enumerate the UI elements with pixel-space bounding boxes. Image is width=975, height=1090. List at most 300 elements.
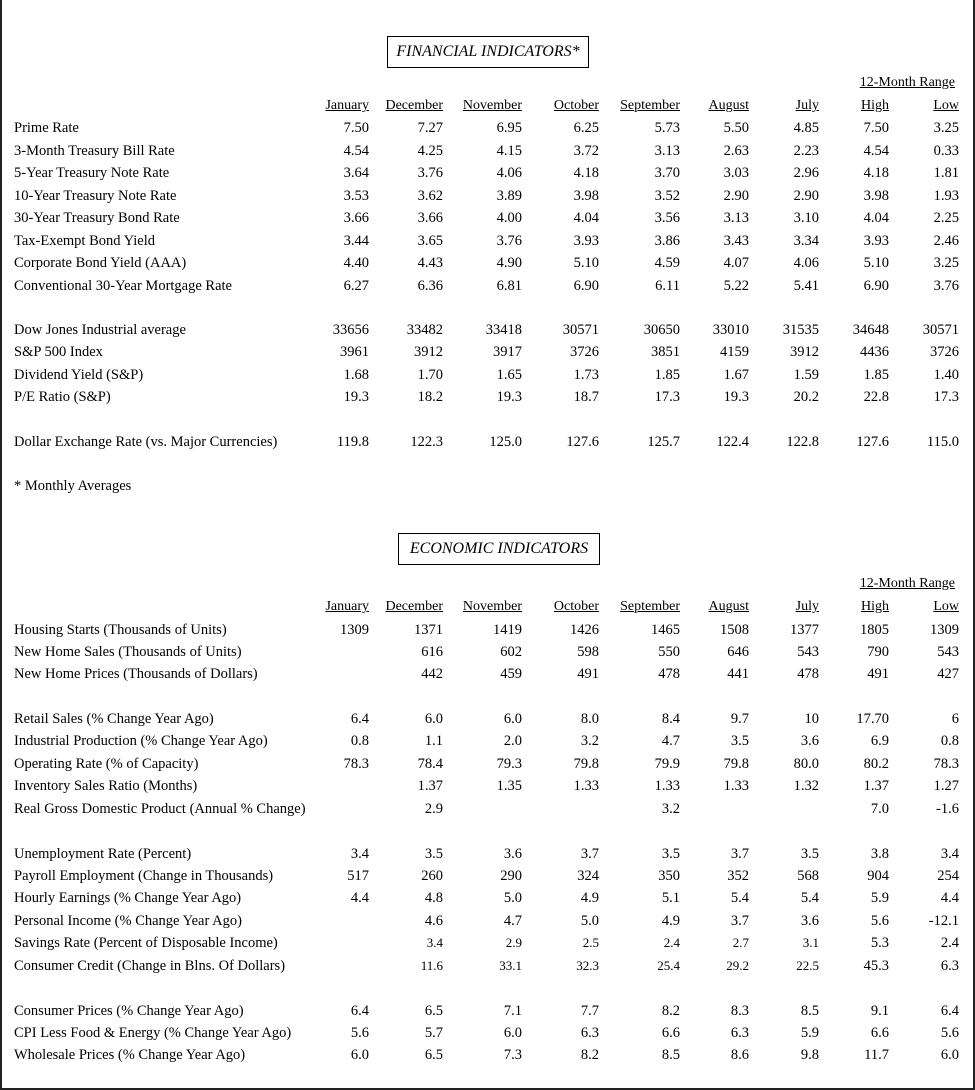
cell-value: 7.50 bbox=[343, 120, 369, 136]
cell-value: 6.81 bbox=[496, 278, 522, 294]
column-header: High bbox=[861, 98, 889, 113]
cell-value: 6.95 bbox=[496, 120, 522, 136]
cell-value: 5.9 bbox=[800, 1025, 819, 1041]
cell-value: 7.50 bbox=[863, 120, 889, 136]
cell-value: 3.4 bbox=[426, 935, 443, 950]
economic-row bbox=[2, 933, 975, 953]
cell-value: 3.03 bbox=[723, 165, 749, 181]
cell-value: 3.66 bbox=[343, 210, 369, 226]
cell-value: 115.0 bbox=[926, 434, 959, 450]
economic-row bbox=[2, 776, 975, 796]
cell-value: 1.65 bbox=[496, 367, 522, 383]
cell-value: 22.8 bbox=[863, 389, 889, 405]
cell-value: 2.96 bbox=[793, 165, 819, 181]
cell-value: 290 bbox=[500, 868, 522, 884]
column-header: October bbox=[553, 599, 599, 614]
cell-value: 3.5 bbox=[661, 846, 680, 862]
cell-value: 4.15 bbox=[496, 143, 522, 159]
financial-row bbox=[2, 342, 975, 362]
cell-value: 33482 bbox=[406, 322, 443, 338]
financial-row bbox=[2, 320, 975, 340]
cell-value: 6.90 bbox=[573, 278, 599, 294]
cell-value: 3.43 bbox=[723, 233, 749, 249]
row-label: Operating Rate (% of Capacity) bbox=[14, 756, 199, 772]
cell-value: 2.90 bbox=[793, 188, 819, 204]
financial-footnote: * Monthly Averages bbox=[14, 478, 132, 494]
cell-value: 491 bbox=[867, 666, 889, 682]
cell-value: 11.7 bbox=[864, 1047, 889, 1063]
financial-header-row bbox=[2, 96, 975, 116]
economic-row bbox=[2, 620, 975, 640]
cell-value: 1371 bbox=[414, 622, 443, 638]
cell-value: 4.04 bbox=[573, 210, 599, 226]
cell-value: 441 bbox=[727, 666, 749, 682]
cell-value: 1.68 bbox=[343, 367, 369, 383]
cell-value: 5.10 bbox=[573, 255, 599, 271]
cell-value: 5.9 bbox=[870, 890, 889, 906]
cell-value: 2.46 bbox=[933, 233, 959, 249]
cell-value: 1.40 bbox=[933, 367, 959, 383]
column-header: November bbox=[462, 98, 522, 113]
cell-value: 4.90 bbox=[496, 255, 522, 271]
cell-value: 6.4 bbox=[350, 1003, 369, 1019]
cell-value: 1419 bbox=[493, 622, 522, 638]
cell-value: 9.1 bbox=[870, 1003, 889, 1019]
economic-row bbox=[2, 1023, 975, 1043]
financial-row bbox=[2, 276, 975, 296]
cell-value: 2.23 bbox=[793, 143, 819, 159]
cell-value: 7.3 bbox=[503, 1047, 522, 1063]
row-label: 5-Year Treasury Note Rate bbox=[14, 165, 170, 181]
cell-value: 3912 bbox=[414, 344, 443, 360]
cell-value: 8.5 bbox=[661, 1047, 680, 1063]
cell-value: 2.63 bbox=[723, 143, 749, 159]
cell-value: 3726 bbox=[930, 344, 959, 360]
financial-row bbox=[2, 253, 975, 273]
cell-value: 19.3 bbox=[496, 389, 522, 405]
financial-row bbox=[2, 231, 975, 251]
row-label: Consumer Prices (% Change Year Ago) bbox=[14, 1003, 244, 1019]
row-label: Wholesale Prices (% Change Year Ago) bbox=[14, 1047, 246, 1063]
cell-value: 3.25 bbox=[933, 120, 959, 136]
cell-value: 3.53 bbox=[343, 188, 369, 204]
cell-value: 4.06 bbox=[793, 255, 819, 271]
cell-value: 7.7 bbox=[580, 1003, 599, 1019]
cell-value: 543 bbox=[797, 644, 819, 660]
column-header: September bbox=[620, 599, 680, 614]
cell-value: 5.6 bbox=[870, 913, 889, 929]
cell-value: 5.4 bbox=[730, 890, 749, 906]
cell-value: 8.4 bbox=[661, 711, 680, 727]
cell-value: 350 bbox=[658, 868, 680, 884]
cell-value: 254 bbox=[937, 868, 959, 884]
cell-value: 5.7 bbox=[424, 1025, 443, 1041]
cell-value: 3.52 bbox=[654, 188, 680, 204]
cell-value: 6.90 bbox=[863, 278, 889, 294]
cell-value: 3.93 bbox=[863, 233, 889, 249]
cell-value: 5.6 bbox=[940, 1025, 959, 1041]
cell-value: 3912 bbox=[790, 344, 819, 360]
cell-value: 543 bbox=[937, 644, 959, 660]
cell-value: 4.07 bbox=[723, 255, 749, 271]
cell-value: 6.0 bbox=[940, 1047, 959, 1063]
cell-value: 790 bbox=[867, 644, 889, 660]
row-label: 30-Year Treasury Bond Rate bbox=[14, 210, 180, 226]
row-label: CPI Less Food & Energy (% Change Year Ago) bbox=[14, 1025, 292, 1041]
cell-value: 30571 bbox=[922, 322, 959, 338]
cell-value: 3.70 bbox=[654, 165, 680, 181]
cell-value: 1.81 bbox=[933, 165, 959, 181]
economic-row bbox=[2, 799, 975, 819]
cell-value: 5.10 bbox=[863, 255, 889, 271]
economic-header-row bbox=[2, 597, 975, 617]
cell-value: 3.98 bbox=[863, 188, 889, 204]
cell-value: 6.25 bbox=[573, 120, 599, 136]
cell-value: 3.8 bbox=[870, 846, 889, 862]
cell-value: 6.5 bbox=[424, 1047, 443, 1063]
cell-value: 79.8 bbox=[723, 756, 749, 772]
row-label: Industrial Production (% Change Year Ago) bbox=[14, 733, 268, 749]
column-header: August bbox=[708, 599, 749, 614]
cell-value: 3.66 bbox=[417, 210, 443, 226]
cell-value: 4159 bbox=[720, 344, 749, 360]
cell-value: 33010 bbox=[712, 322, 749, 338]
cell-value: 0.8 bbox=[350, 733, 369, 749]
cell-value: 122.8 bbox=[786, 434, 819, 450]
cell-value: 4.25 bbox=[417, 143, 443, 159]
column-header: July bbox=[795, 98, 819, 113]
cell-value: 6.11 bbox=[655, 278, 680, 294]
row-label: Unemployment Rate (Percent) bbox=[14, 846, 192, 862]
cell-value: 478 bbox=[658, 666, 680, 682]
cell-value: 3.76 bbox=[496, 233, 522, 249]
cell-value: 11.6 bbox=[420, 958, 443, 973]
cell-value: 4.7 bbox=[503, 913, 522, 929]
cell-value: 20.2 bbox=[793, 389, 819, 405]
cell-value: 1.1 bbox=[424, 733, 443, 749]
cell-value: 3.4 bbox=[940, 846, 959, 862]
cell-value: 3.5 bbox=[800, 846, 819, 862]
financial-row bbox=[2, 365, 975, 385]
cell-value: 1377 bbox=[790, 622, 819, 638]
cell-value: 33656 bbox=[332, 322, 369, 338]
cell-value: 1.27 bbox=[933, 778, 959, 794]
row-label: Corporate Bond Yield (AAA) bbox=[14, 255, 187, 271]
column-header: Low bbox=[933, 98, 959, 113]
cell-value: 4.06 bbox=[496, 165, 522, 181]
cell-value: 904 bbox=[867, 868, 889, 884]
economic-row bbox=[2, 664, 975, 684]
cell-value: 0.8 bbox=[940, 733, 959, 749]
cell-value: 119.8 bbox=[336, 434, 369, 450]
cell-value: 3.6 bbox=[503, 846, 522, 862]
column-header: December bbox=[385, 599, 443, 614]
cell-value: 3917 bbox=[493, 344, 522, 360]
row-label: Inventory Sales Ratio (Months) bbox=[14, 778, 198, 794]
cell-value: 125.7 bbox=[647, 434, 680, 450]
cell-value: 125.0 bbox=[489, 434, 522, 450]
cell-value: 2.4 bbox=[663, 935, 680, 950]
cell-value: 602 bbox=[500, 644, 522, 660]
financial-row bbox=[2, 186, 975, 206]
cell-value: 4.54 bbox=[863, 143, 889, 159]
column-header: August bbox=[708, 98, 749, 113]
cell-value: 6.0 bbox=[424, 711, 443, 727]
financial-title: FINANCIAL INDICATORS* bbox=[387, 36, 589, 68]
financial-range-label: 12-Month Range bbox=[859, 75, 955, 90]
cell-value: 4.59 bbox=[654, 255, 680, 271]
cell-value: 3.62 bbox=[417, 188, 443, 204]
cell-value: 324 bbox=[577, 868, 599, 884]
cell-value: 1.85 bbox=[654, 367, 680, 383]
cell-value: 598 bbox=[577, 644, 599, 660]
row-label: 3-Month Treasury Bill Rate bbox=[14, 143, 175, 159]
cell-value: 79.8 bbox=[573, 756, 599, 772]
cell-value: 1.32 bbox=[793, 778, 819, 794]
cell-value: 4.54 bbox=[343, 143, 369, 159]
cell-value: 5.3 bbox=[870, 935, 889, 951]
cell-value: 3.98 bbox=[573, 188, 599, 204]
cell-value: 3.5 bbox=[424, 846, 443, 862]
cell-value: 2.5 bbox=[582, 935, 599, 950]
cell-value: 127.6 bbox=[856, 434, 889, 450]
cell-value: 3.7 bbox=[730, 913, 749, 929]
cell-value: 646 bbox=[727, 644, 749, 660]
cell-value: 17.3 bbox=[654, 389, 680, 405]
financial-row bbox=[2, 387, 975, 407]
cell-value: 17.70 bbox=[856, 711, 889, 727]
cell-value: 122.3 bbox=[410, 434, 443, 450]
cell-value: 5.1 bbox=[661, 890, 680, 906]
cell-value: 4436 bbox=[860, 344, 889, 360]
cell-value: 5.41 bbox=[793, 278, 819, 294]
row-label: Retail Sales (% Change Year Ago) bbox=[14, 711, 214, 727]
cell-value: 442 bbox=[421, 666, 443, 682]
cell-value: 80.0 bbox=[793, 756, 819, 772]
row-label: Payroll Employment (Change in Thousands) bbox=[14, 868, 274, 884]
cell-value: 19.3 bbox=[723, 389, 749, 405]
cell-value: 4.18 bbox=[573, 165, 599, 181]
financial-row bbox=[2, 163, 975, 183]
cell-value: 10 bbox=[804, 711, 819, 727]
cell-value: 3.44 bbox=[343, 233, 369, 249]
economic-row bbox=[2, 754, 975, 774]
cell-value: 3.4 bbox=[350, 846, 369, 862]
cell-value: 0.33 bbox=[933, 143, 959, 159]
cell-value: 4.4 bbox=[350, 890, 369, 906]
cell-value: 3.93 bbox=[573, 233, 599, 249]
economic-row bbox=[2, 1045, 975, 1065]
column-header: January bbox=[325, 98, 369, 113]
cell-value: 33.1 bbox=[499, 958, 522, 973]
cell-value: 3.64 bbox=[343, 165, 369, 181]
cell-value: 3.7 bbox=[580, 846, 599, 862]
cell-value: 6.0 bbox=[350, 1047, 369, 1063]
row-label: Real Gross Domestic Product (Annual % Change) bbox=[14, 801, 306, 817]
cell-value: -1.6 bbox=[936, 801, 959, 817]
economic-row bbox=[2, 731, 975, 751]
cell-value: 4.8 bbox=[424, 890, 443, 906]
cell-value: 78.3 bbox=[343, 756, 369, 772]
row-label: Personal Income (% Change Year Ago) bbox=[14, 913, 242, 929]
cell-value: 3.6 bbox=[800, 733, 819, 749]
cell-value: 6.6 bbox=[661, 1025, 680, 1041]
cell-value: 427 bbox=[937, 666, 959, 682]
cell-value: 2.0 bbox=[503, 733, 522, 749]
cell-value: -12.1 bbox=[928, 913, 959, 929]
cell-value: 4.00 bbox=[496, 210, 522, 226]
cell-value: 4.04 bbox=[863, 210, 889, 226]
row-label: Hourly Earnings (% Change Year Ago) bbox=[14, 890, 242, 906]
cell-value: 491 bbox=[577, 666, 599, 682]
cell-value: 3.76 bbox=[417, 165, 443, 181]
cell-value: 3.56 bbox=[654, 210, 680, 226]
cell-value: 5.73 bbox=[654, 120, 680, 136]
cell-value: 6.6 bbox=[870, 1025, 889, 1041]
cell-value: 3.1 bbox=[802, 935, 819, 950]
cell-value: 6.5 bbox=[424, 1003, 443, 1019]
column-header: September bbox=[620, 98, 680, 113]
cell-value: 7.27 bbox=[417, 120, 443, 136]
cell-value: 1.33 bbox=[654, 778, 680, 794]
cell-value: 79.9 bbox=[654, 756, 680, 772]
economic-row bbox=[2, 866, 975, 886]
cell-value: 550 bbox=[658, 644, 680, 660]
cell-value: 2.25 bbox=[933, 210, 959, 226]
cell-value: 3.34 bbox=[793, 233, 819, 249]
row-label: S&P 500 Index bbox=[14, 344, 103, 360]
cell-value: 2.7 bbox=[732, 935, 749, 950]
cell-value: 8.6 bbox=[730, 1047, 749, 1063]
cell-value: 1.93 bbox=[933, 188, 959, 204]
cell-value: 122.4 bbox=[716, 434, 749, 450]
cell-value: 568 bbox=[797, 868, 819, 884]
cell-value: 18.7 bbox=[573, 389, 599, 405]
cell-value: 6.3 bbox=[730, 1025, 749, 1041]
row-label: New Home Prices (Thousands of Dollars) bbox=[14, 666, 258, 682]
economic-row bbox=[2, 956, 975, 976]
column-header: July bbox=[795, 599, 819, 614]
cell-value: 6.4 bbox=[940, 1003, 959, 1019]
cell-value: 3.13 bbox=[654, 143, 680, 159]
cell-value: 1309 bbox=[340, 622, 369, 638]
cell-value: 2.9 bbox=[424, 801, 443, 817]
cell-value: 2.4 bbox=[940, 935, 959, 951]
cell-value: 8.2 bbox=[661, 1003, 680, 1019]
cell-value: 1.70 bbox=[417, 367, 443, 383]
cell-value: 9.7 bbox=[730, 711, 749, 727]
row-label: 10-Year Treasury Note Rate bbox=[14, 188, 177, 204]
cell-value: 3726 bbox=[570, 344, 599, 360]
cell-value: 19.3 bbox=[343, 389, 369, 405]
cell-value: 4.4 bbox=[940, 890, 959, 906]
cell-value: 1.37 bbox=[417, 778, 443, 794]
cell-value: 79.3 bbox=[496, 756, 522, 772]
economic-range-label: 12-Month Range bbox=[859, 576, 955, 591]
cell-value: 3961 bbox=[340, 344, 369, 360]
row-label: Consumer Credit (Change in Blns. Of Dollars) bbox=[14, 958, 286, 974]
cell-value: 6.0 bbox=[503, 711, 522, 727]
row-label: Savings Rate (Percent of Disposable Income) bbox=[14, 935, 278, 951]
cell-value: 3.7 bbox=[730, 846, 749, 862]
cell-value: 32.3 bbox=[576, 958, 599, 973]
economic-row bbox=[2, 709, 975, 729]
row-label: Tax-Exempt Bond Yield bbox=[14, 233, 156, 249]
cell-value: 1508 bbox=[720, 622, 749, 638]
cell-value: 127.6 bbox=[566, 434, 599, 450]
cell-value: 30571 bbox=[562, 322, 599, 338]
cell-value: 6.0 bbox=[503, 1025, 522, 1041]
cell-value: 78.4 bbox=[417, 756, 443, 772]
cell-value: 6.4 bbox=[350, 711, 369, 727]
cell-value: 4.6 bbox=[424, 913, 443, 929]
cell-value: 3.72 bbox=[573, 143, 599, 159]
cell-value: 3.89 bbox=[496, 188, 522, 204]
cell-value: 18.2 bbox=[417, 389, 443, 405]
column-header: October bbox=[553, 98, 599, 113]
cell-value: 1309 bbox=[930, 622, 959, 638]
economic-row bbox=[2, 911, 975, 931]
row-label: Dow Jones Industrial average bbox=[14, 322, 186, 338]
cell-value: 3.10 bbox=[793, 210, 819, 226]
column-header: November bbox=[462, 599, 522, 614]
economic-row bbox=[2, 844, 975, 864]
cell-value: 80.2 bbox=[863, 756, 889, 772]
cell-value: 3.86 bbox=[654, 233, 680, 249]
cell-value: 3.13 bbox=[723, 210, 749, 226]
cell-value: 17.3 bbox=[933, 389, 959, 405]
row-label: Prime Rate bbox=[14, 120, 79, 136]
cell-value: 8.2 bbox=[580, 1047, 599, 1063]
cell-value: 4.9 bbox=[580, 890, 599, 906]
row-label: Housing Starts (Thousands of Units) bbox=[14, 622, 227, 638]
cell-value: 1465 bbox=[651, 622, 680, 638]
column-header: January bbox=[325, 599, 369, 614]
cell-value: 25.4 bbox=[657, 958, 680, 973]
cell-value: 352 bbox=[727, 868, 749, 884]
cell-value: 4.9 bbox=[661, 913, 680, 929]
cell-value: 6.36 bbox=[417, 278, 443, 294]
cell-value: 1.35 bbox=[496, 778, 522, 794]
cell-value: 1426 bbox=[570, 622, 599, 638]
cell-value: 2.9 bbox=[505, 935, 522, 950]
cell-value: 3.6 bbox=[800, 913, 819, 929]
row-label: New Home Sales (Thousands of Units) bbox=[14, 644, 242, 660]
cell-value: 260 bbox=[421, 868, 443, 884]
row-label: Dividend Yield (S&P) bbox=[14, 367, 144, 383]
cell-value: 3.25 bbox=[933, 255, 959, 271]
cell-value: 30650 bbox=[643, 322, 680, 338]
cell-value: 1.33 bbox=[723, 778, 749, 794]
column-header: Low bbox=[933, 599, 959, 614]
cell-value: 33418 bbox=[485, 322, 522, 338]
cell-value: 7.0 bbox=[870, 801, 889, 817]
column-header: December bbox=[385, 98, 443, 113]
cell-value: 45.3 bbox=[863, 958, 889, 974]
cell-value: 1.73 bbox=[573, 367, 599, 383]
financial-row bbox=[2, 208, 975, 228]
cell-value: 5.6 bbox=[350, 1025, 369, 1041]
financial-row bbox=[2, 141, 975, 161]
cell-value: 34648 bbox=[852, 322, 889, 338]
cell-value: 4.18 bbox=[863, 165, 889, 181]
cell-value: 6.3 bbox=[940, 958, 959, 974]
cell-value: 4.7 bbox=[661, 733, 680, 749]
cell-value: 5.22 bbox=[723, 278, 749, 294]
cell-value: 478 bbox=[797, 666, 819, 682]
cell-value: 31535 bbox=[782, 322, 819, 338]
row-label: Dollar Exchange Rate (vs. Major Currencies) bbox=[14, 434, 278, 450]
